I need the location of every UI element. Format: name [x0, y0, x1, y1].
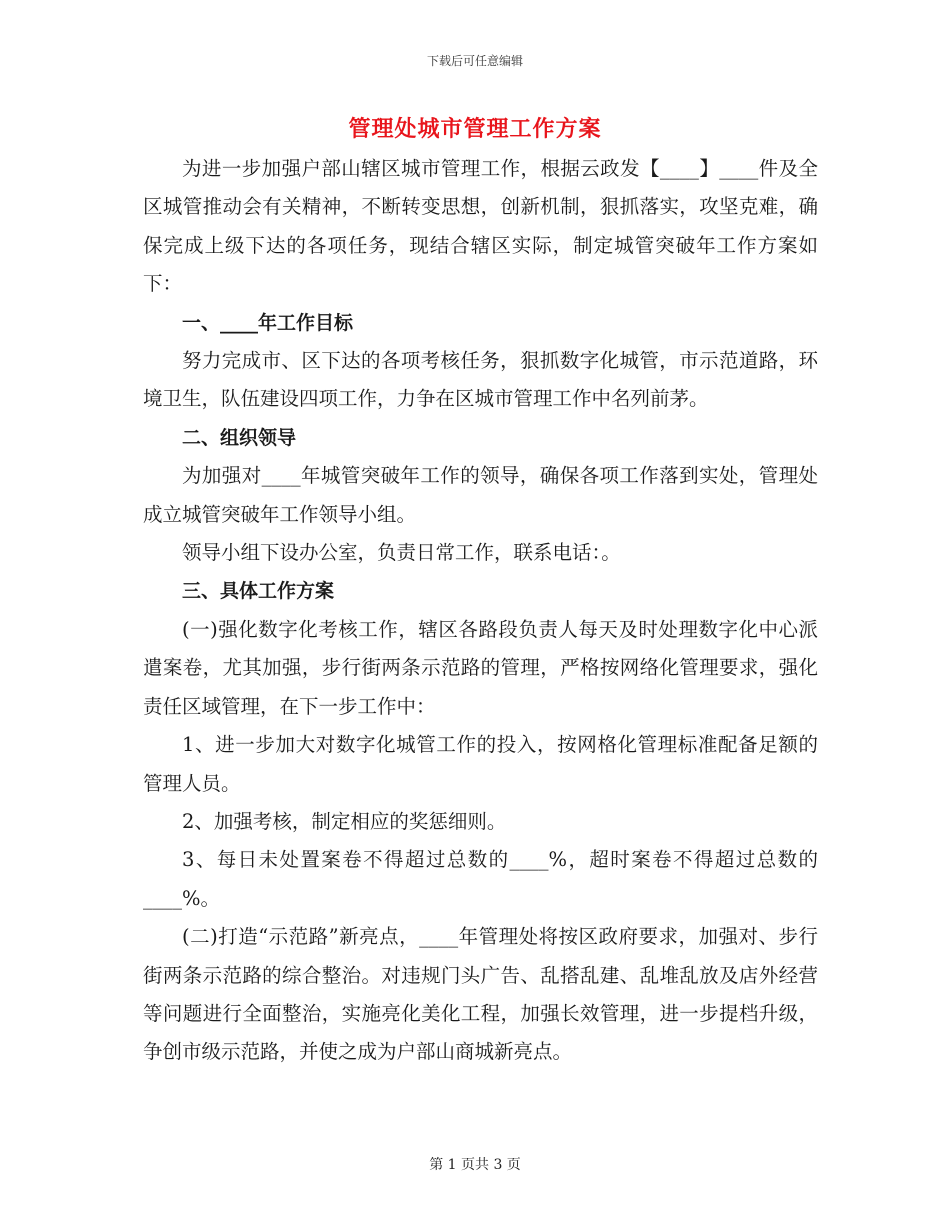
document-title: 管理处城市管理工作方案	[348, 117, 602, 142]
paragraph-office: 领导小组下设办公室，负责日常工作，联系电话：。	[182, 541, 621, 565]
section-heading-3: 三、具体工作方案	[182, 580, 335, 603]
paragraph-digital: (一)强化数字化考核工作，辖区各路段负责人每天及时处理数字化中心派遣案卷，尤其加强，步行街两条示范路的管理，严格按网络化管理要求，强化责任区域管理，在下一步工作中：	[143, 617, 818, 718]
section-heading-2: 二、组织领导	[182, 426, 297, 449]
document-body	[143, 150, 818, 1072]
section-heading-1: 一、____年工作目标	[182, 311, 354, 334]
list-item-1: 1、进一步加大对数字化城管工作的投入，按网格化管理标准配备足额的管理人员。	[143, 733, 818, 795]
paragraph-leadership: 为加强对____年城管突破年工作的领导，确保各项工作落到实处，管理处成立城管突破年工作领导小组。	[143, 464, 818, 526]
page-footer: 第 1 页共 3 页	[429, 1157, 521, 1173]
list-item-2: 2、加强考核，制定相应的奖惩细则。	[182, 809, 507, 833]
page-header: 下载后可任意编辑	[426, 54, 523, 68]
paragraph-demo-road: (二)打造“示范路”新亮点，____年管理处将按区政府要求，加强对、步行街两条示范路的综合整治。对违规门头广告、乱搭乱建、乱堆乱放及店外经营等问题进行全面整治，实施亮化美化工程，加强长效管理，进一步提档升级，争创市级示范路，并使之成为户部山商城新亮点。	[143, 925, 818, 1064]
paragraph-goals: 努力完成市、区下达的各项考核任务，狠抓数字化城管，市示范道路，环境卫生，队伍建设四项工作，力争在区城市管理工作中名列前茅。	[143, 349, 818, 411]
list-item-3: 3、每日未处置案卷不得超过总数的____%，超时案卷不得超过总数的____%。	[143, 848, 818, 910]
paragraph-intro: 为进一步加强户部山辖区城市管理工作，根据云政发【____】____件及全区城管推动会有关精神，不断转变思想，创新机制，狠抓落实，攻坚克难，确保完成上级下达的各项任务，现结合辖区实际，制定城管突破年工作方案如下：	[143, 157, 818, 296]
